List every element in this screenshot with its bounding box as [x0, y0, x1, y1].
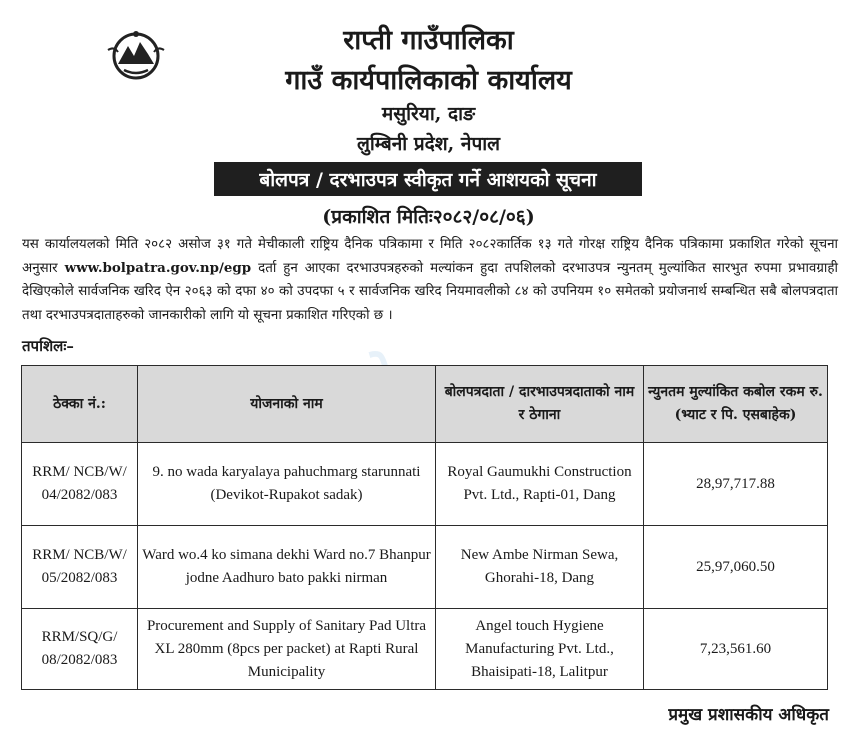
col-project-name: योजनाको नाम	[138, 366, 436, 443]
office-name: राप्ती गाउँपालिका	[343, 25, 514, 56]
contract-no-cell: RRM/ NCB/W/ 05/2082/083	[22, 526, 138, 609]
office-province: लुम्बिनी प्रदेश, नेपाल	[356, 133, 501, 155]
tender-table	[21, 365, 828, 690]
table-row	[22, 609, 828, 690]
amount-cell: 7,23,561.60	[644, 609, 828, 690]
bidder-cell: Royal Gaumukhi Construction Pvt. Ltd., Rapti-01, Dang	[436, 443, 644, 526]
col-bidder: बोलपत्रदाता / दारभाउपत्रदाताको नाम र ठेगाना	[436, 366, 644, 443]
project-cell: Ward wo.4 ko simana dekhi Ward no.7 Bhanpur jodne Aadhuro bato pakki nirman	[138, 526, 436, 609]
bidder-cell: Angel touch Hygiene Manufacturing Pvt. Ltd., Bhaisipati-18, Lalitpur	[436, 609, 644, 690]
notice-body	[22, 233, 838, 327]
contract-no-cell: RRM/ NCB/W/ 04/2082/083	[22, 443, 138, 526]
office-location: मसुरिया, दाङ	[381, 103, 476, 125]
contract-no-cell: RRM/SQ/G/ 08/2082/083	[22, 609, 138, 690]
notice-title-banner: बोलपत्र / दरभाउपत्र स्वीकृत गर्ने आशयको सूचना	[214, 162, 642, 196]
col-contract-no: ठेक्का नं.:	[22, 366, 138, 443]
project-cell: 9. no wada karyalaya pahuchmarg starunnati (Devikot-Rupakot sadak)	[138, 443, 436, 526]
table-row	[22, 443, 828, 526]
body-text-end: दर्ता हुन आएका दरभाउपत्रहरुको मल्यांकन हुदा तपशिलको दरभाउपत्र न्युनतम् मुल्यांकित सारभुत रुपमा प्रभावग्राही देखिएकोले सार्वजनिक खरिद ऐन २०६३ को दफा ४० को उपदफा ५ र सार्वजनिक खरिद नियमावलीको ८४ को उपनियम १० समेतको प्रयोजनार्थ सम्बन्धित सबै बोलपत्रदाता तथा दरभाउपत्रदाताहरुको जानकारीको लागि यो सूचना प्रकाशित गरिएको छ ।	[22, 260, 838, 323]
amount-cell: 28,97,717.88	[644, 443, 828, 526]
col-amount: न्युनतम मुल्यांकित कबोल रकम रु.(भ्याट र पि. एसबाहेक)	[644, 366, 828, 443]
signature-title: प्रमुख प्रशासकीय अधिकृत	[668, 705, 829, 725]
project-cell: Procurement and Supply of Sanitary Pad Ultra XL 280mm (8pcs per packet) at Rapti Rural Municipality	[138, 609, 436, 690]
details-label: तपशिलः–	[22, 337, 74, 355]
body-text-start: यस कार्यालयलको मिति २०८२ असोज ३१ गते मेचीकाली राष्ट्रिय दैनिक पत्रिकामा र मिति २०८२कार्तिक १३ गते गोरक्ष राष्ट्रिय दैनिक पत्रिकामा प्रकाशित गरेको सूचना अनुसार	[22, 237, 838, 276]
office-title: गाउँ कार्यपालिकाको कार्यालय	[285, 65, 572, 96]
publish-date: (प्रकाशित मितिः२०८२/०८/०६)	[322, 206, 535, 228]
amount-cell: 25,97,060.50	[644, 526, 828, 609]
egp-link-text: www.bolpatra.gov.np/egp	[64, 259, 252, 276]
table-row	[22, 526, 828, 609]
bidder-cell: New Ambe Nirman Sewa, Ghorahi-18, Dang	[436, 526, 644, 609]
